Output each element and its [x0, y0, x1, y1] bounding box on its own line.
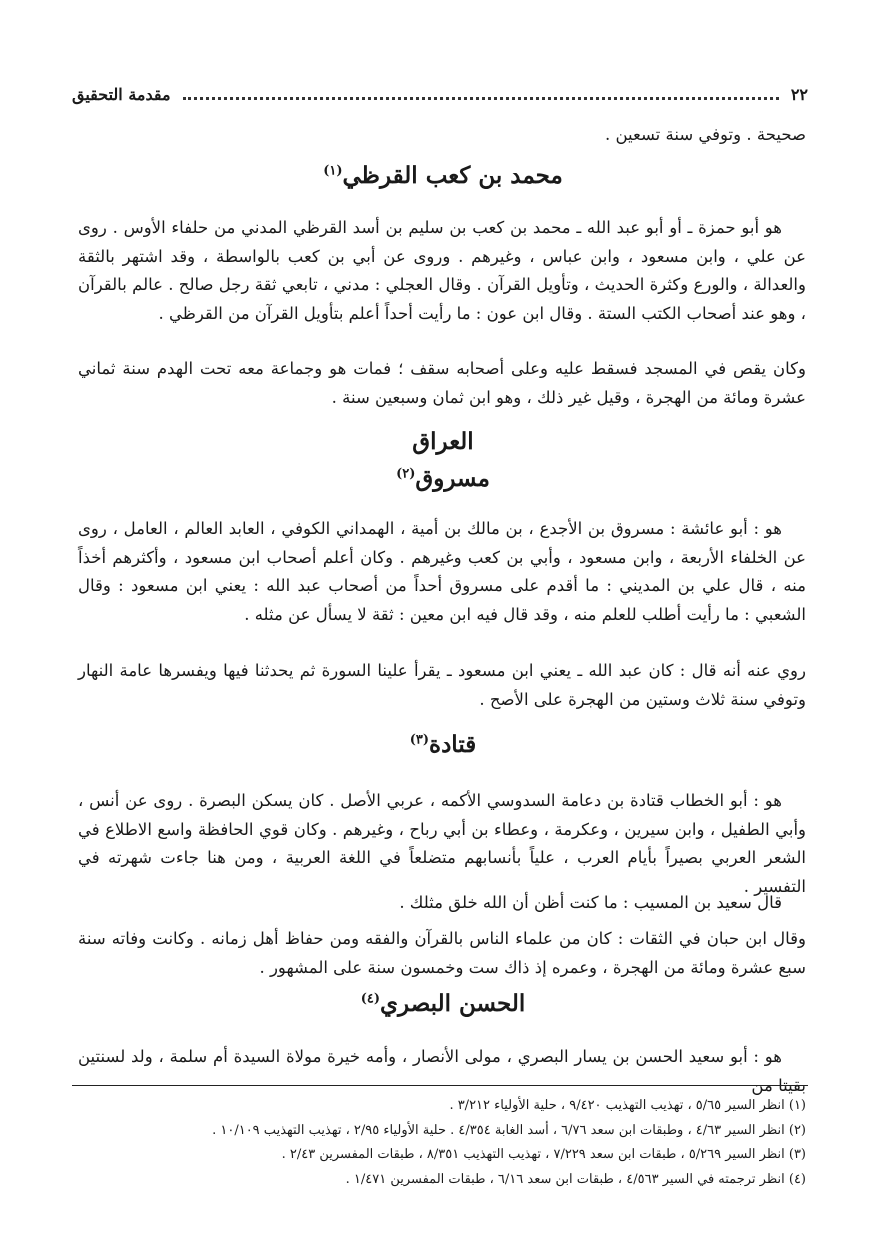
- paragraph: هو : أبو سعيد الحسن بن يسار البصري ، مولى الأنصار ، وأمه خيرة مولاة السيدة أم سلمة ، ولد لسنتين بقيتا من: [78, 1047, 806, 1095]
- footnote-marker: (١): [323, 163, 343, 179]
- paragraph: هو أبو حمزة ـ أو أبو عبد الله ـ محمد بن كعب بن سليم بن أسد القرظي المدني من حلفاء الأوس . روى عن علي ، وابن مسعود ، وابن عباس ، وغيرهم . وروى عن أبي بن كعب بالواسطة ، وقد اشتهر بالثقة والعدالة ، والورع وكثرة الحديث ، وتأويل القرآن . وقال العجلي : مدني ، تابعي ثقة رجل صالح . عالم بالقرآن ، وهو عند أصحاب الكتب الستة . وقال ابن عون : ما رأيت أحداً أعلم بتأويل القرآن من القرظي .: [78, 218, 806, 323]
- heading-text: مسروق: [415, 465, 490, 492]
- paragraph: صحيحة . وتوفي سنة تسعين .: [604, 125, 806, 144]
- footnote: (٣) انظر السير ٥/٢٦٩ ، طبقات ابن سعد ٧/٢٢٩ ، تهذيب التهذيب ٨/٣٥١ ، طبقات المفسرين ٢/٤٣ .: [281, 1147, 806, 1162]
- paragraph: هو : أبو عائشة : مسروق بن الأجدع ، بن مالك بن أمية ، الهمداني الكوفي ، العابد العالم ، العامل ، روى عن الخلفاء الأربعة ، وابن مسعود ، وأبي بن كعب وغيرهم . وكان أعلم أصحاب ابن مسعود ، وأكثرهم أخذاً منه ، قال علي بن المديني : ما أقدم على مسروق أحداً من أصحاب عبد الله : يعني ابن مسعود : وقال الشعبي : ما رأيت أطلب للعلم منه ، وقد قال فيه ابن معين : ثقة لا يسأل عن مثله .: [78, 519, 806, 624]
- region-heading-iraq: [0, 428, 886, 455]
- paragraph: وقال ابن حبان في الثقات : كان من علماء الناس بالقرآن والفقه ومن حفاظ أهل زمانه . وكانت وفاته سنة سبع عشرة ومائة من الهجرة ، وعمره إذ ذاك ست وخمسون سنة على المشهور .: [78, 929, 806, 977]
- footnote: (١) انظر السير ٥/٦٥ ، تهذيب التهذيب ٩/٤٢٠ ، حلية الأولياء ٣/٢١٢ .: [449, 1098, 806, 1113]
- qatada-quote: [78, 889, 806, 918]
- footnote-divider: [72, 1085, 808, 1086]
- opening-line: [78, 121, 806, 150]
- qurazi-death: [78, 355, 806, 412]
- running-header: [72, 82, 808, 106]
- page-number: ٢٢: [790, 84, 808, 104]
- footnote-marker: (٢): [396, 466, 416, 482]
- heading-text: قتادة: [429, 731, 477, 758]
- footnote: (٢) انظر السير ٤/٦٣ ، وطبقات ابن سعد ٦/٧٦ ، أسد الغابة ٤/٣٥٤ . حلية الأولياء ٢/٩٥ ، تهذيب التهذيب ١٠/١٠٩ .: [212, 1122, 806, 1138]
- masruq-death: [78, 657, 806, 714]
- footnote-marker: (٣): [409, 732, 430, 748]
- paragraph: وكان يقص في المسجد فسقط عليه وعلى أصحابه سقف ؛ فمات هو وجماعة معه تحت الهدم سنة ثماني عشرة ومائة من الهجرة ، وقيل غير ذلك ، وهو ابن ثمان وسبعين سنة .: [78, 359, 806, 407]
- heading-text: محمد بن كعب القرظي: [342, 162, 563, 189]
- section-heading-qurazi: [0, 162, 886, 189]
- paragraph: قال سعيد بن المسيب : ما كنت أظن أن الله خلق مثلك .: [399, 893, 782, 912]
- running-title: مقدمة التحقيق: [72, 84, 171, 104]
- footnote-marker: (٤): [360, 991, 381, 1007]
- paragraph: روي عنه أنه قال : كان عبد الله ـ يعني ابن مسعود ـ يقرأ علينا السورة ثم يحدثنا فيها ويفسرها عامة النهار وتوفي سنة ثلاث وستين من الهجرة على الأصح .: [78, 661, 806, 709]
- qatada-biography: [78, 787, 806, 901]
- qatada-death: [78, 925, 806, 982]
- header-dot-leader: [183, 89, 779, 100]
- section-heading-masruq: [0, 465, 886, 492]
- section-heading-qatada: [0, 731, 886, 758]
- masruq-biography: [78, 515, 806, 629]
- section-heading-hasan: [0, 990, 886, 1017]
- paragraph: هو : أبو الخطاب قتادة بن دعامة السدوسي الأكمه ، عربي الأصل . كان يسكن البصرة . روى عن أنس ، وأبي الطفيل ، وابن سيرين ، وعكرمة ، وعطاء بن أبي رباح ، وغيرهم . وكان قوي الحافظة واسع الاطلاع في الشعر العربي بصيراً بأيام العرب ، علياً بأنسابهم متضلعاً في اللغة العربية ، ومن هنا جاءت شهرته في التفسير .: [78, 791, 806, 896]
- footnote: (٤) انظر ترجمته في السير ٤/٥٦٣ ، طبقات ابن سعد ٦/١٦ ، طبقات المفسرين ١/٤٧١ .: [345, 1171, 806, 1187]
- heading-text: العراق: [412, 428, 474, 455]
- hasan-biography: [78, 1043, 806, 1100]
- heading-text: الحسن البصري: [380, 990, 526, 1017]
- footnotes: [130, 1094, 806, 1192]
- qurazi-biography: [78, 214, 806, 328]
